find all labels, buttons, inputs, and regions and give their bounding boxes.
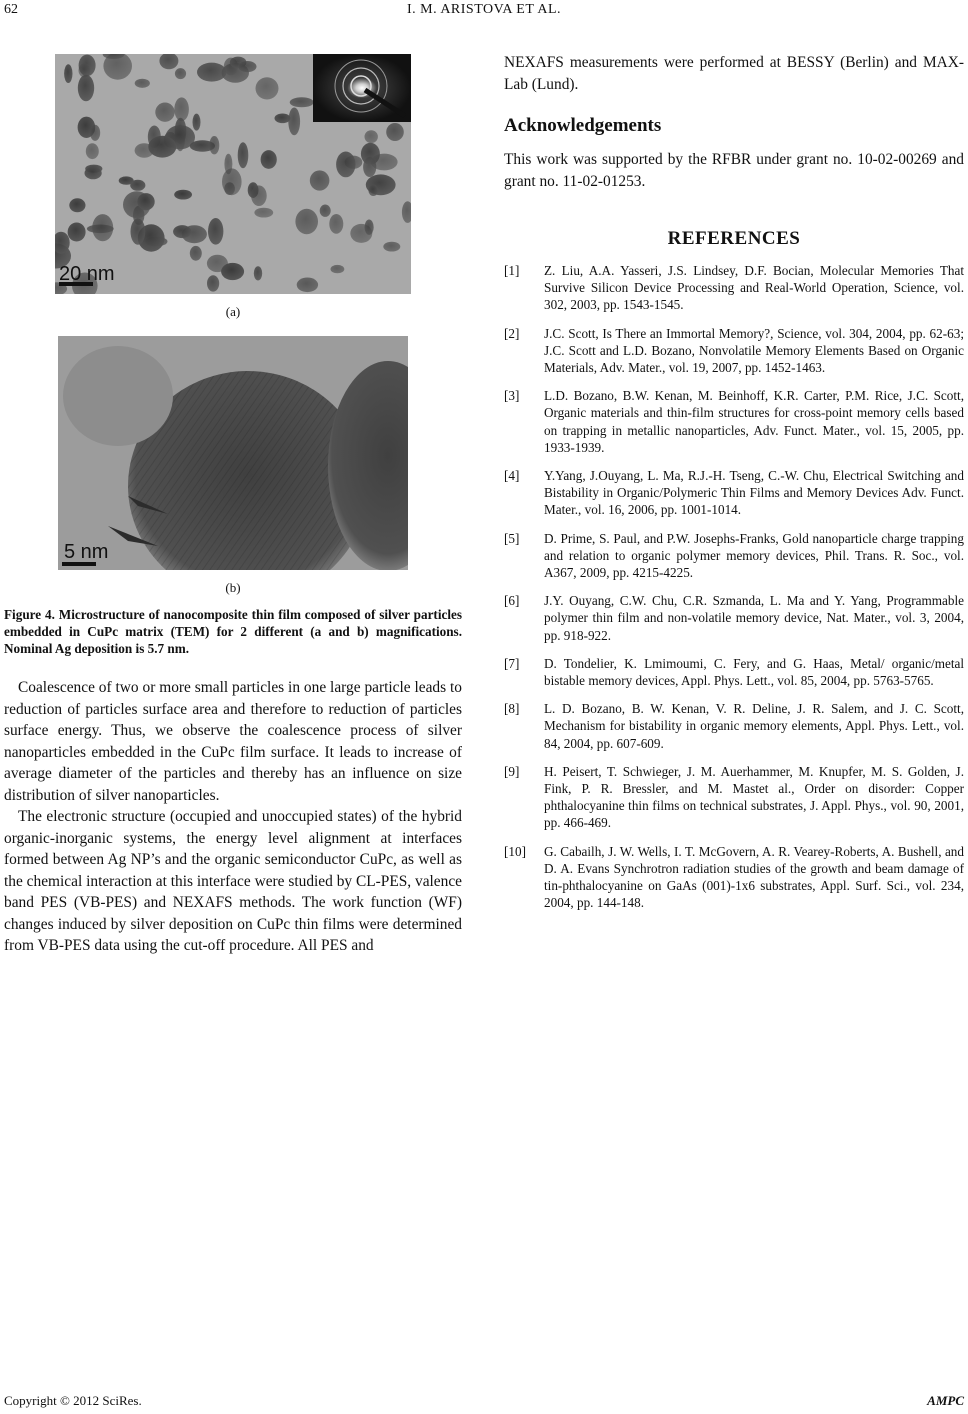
nanoparticle (275, 114, 291, 124)
reference-text: Y.Yang, J.Ouyang, L. Ma, R.J.-H. Tseng, C.-W. Chu, Electrical Switching and Bistability in Organic/Polymeric Thin Films and Memory Devices Adv. Funct. Mater., vol. 16, 2006, pp. 1001-1014. (544, 468, 964, 518)
reference-item (504, 325, 964, 377)
nanoparticle (368, 185, 378, 196)
reference-number: [4] (504, 468, 520, 484)
nanoparticle (135, 79, 150, 88)
reference-number: [8] (504, 701, 520, 717)
tem-image-a (55, 54, 411, 294)
figure-label-a: (a) (225, 304, 241, 319)
reference-number: [3] (504, 388, 520, 404)
nanoparticle (193, 114, 201, 131)
nanoparticle (68, 223, 86, 242)
nanoparticle (175, 68, 186, 79)
reference-item (504, 262, 964, 314)
nanoparticle (208, 218, 223, 245)
nanoparticle (69, 198, 85, 212)
nanoparticle (85, 167, 102, 179)
nanoparticle (174, 97, 189, 121)
reference-item (504, 700, 964, 752)
reference-text: L.D. Bozano, B.W. Kenan, M. Beinhoff, K.R. Carter, P.M. Rice, J.C. Scott, Organic materials and thin-film structures for cross-point memory cells based on trapping in metallic nanoparticles, Adv. Funct. Mater., vol. 15, 2005, pp. 1933-1939. (544, 388, 964, 455)
right-column (504, 52, 964, 923)
nanoparticle (383, 242, 400, 252)
nanoparticle (329, 214, 343, 234)
tem-image-b (58, 336, 408, 570)
reference-number: [6] (504, 593, 520, 609)
nanoparticle (254, 208, 273, 218)
nanoparticle (137, 193, 154, 210)
page-number: 62 (4, 2, 18, 17)
reference-item (504, 530, 964, 582)
nanoparticle (86, 143, 99, 159)
references-heading: REFERENCES (667, 228, 801, 249)
reference-number: [2] (504, 325, 520, 341)
nanoparticle (290, 97, 314, 107)
reference-text: D. Tondelier, K. Lmimoumi, C. Fery, and G. Haas, Metal/ organic/metal bistable memory devices, Appl. Phys. Lett., vol. 85, 2004, pp. 5763-5765. (544, 655, 964, 689)
reference-list (504, 262, 964, 912)
nanoparticle (148, 136, 176, 158)
nanoparticle (365, 220, 374, 235)
nanoparticle (78, 75, 94, 101)
tem-micrograph-a (55, 54, 411, 294)
copyright-notice: Copyright © 2012 SciRes. (4, 1393, 142, 1408)
nanoparticle (174, 190, 192, 200)
nanoparticle (256, 77, 279, 99)
page-footer (4, 1393, 964, 1411)
nanoparticle (238, 142, 249, 168)
nanoparticle (297, 278, 318, 293)
nanoparticle (251, 185, 267, 206)
reference-number: [10] (504, 843, 526, 859)
page-header (0, 0, 968, 24)
acknowledgements-heading: Acknowledgements (504, 115, 662, 136)
reference-item (504, 592, 964, 644)
reference-item (504, 387, 964, 456)
nanoparticle (119, 176, 134, 184)
reference-text: H. Peisert, T. Schwieger, J. M. Auerhammer, M. Knupfer, M. S. Golden, J. Fink, P. R. Bressler, and M. Mastet al., Order on disorder: Copper phthalocyanine thin films on technical substrates, J. Appl. Phys., vol. 90, 2001, pp. 466-469. (544, 763, 964, 831)
nanoparticle (386, 123, 404, 141)
nanoparticle (209, 136, 219, 154)
body-paragraph: The electronic structure (occupied and unoccupied states) of the hybrid organic-inorganic systems, the energy level alignment at interfaces formed between Ag NP’s and the organic semiconductor CuPc, as well as the chemical interaction at this interface were studied by CL-PES, valence band PES (VB-PES) and NEXAFS methods. The work function (WF) changes induced by silver deposition on CuPc thin films were determined from VB-PES data using the cut-off procedure. All PES and (4, 808, 462, 954)
body-paragraph-continued: NEXAFS measurements were performed at BESSY (Berlin) and MAX-Lab (Lund). (504, 54, 964, 93)
nanoparticle (261, 150, 277, 169)
nanoparticle (173, 225, 191, 238)
reference-text: J.C. Scott, Is There an Immortal Memory?, Science, vol. 304, 2004, pp. 62-63; J.C. Scott and L.D. Bozano, Nonvolatile Memory Elements Based on Organic Materials, Adv. Mater., vol. 19, 2007, pp. 1452-1463. (544, 325, 964, 376)
nanoparticle (254, 266, 262, 280)
running-head: I. M. ARISTOVA ET AL. (406, 2, 562, 17)
nanoparticle (331, 265, 345, 273)
reference-text: Z. Liu, A.A. Yasseri, J.S. Lindsey, D.F. Bocian, Molecular Memories That Survive Silicon Device Processing and Real-World Operation, Science, vol. 302, 2003, pp. 1543-1545. (544, 263, 964, 313)
nanoparticle (207, 275, 219, 291)
reference-number: [9] (504, 763, 520, 779)
nanoparticle (336, 152, 355, 178)
nanoparticle (190, 246, 202, 261)
nanoparticle (221, 263, 244, 280)
journal-abbreviation: AMPC (927, 1393, 964, 1408)
figure-caption: Figure 4. Microstructure of nanocomposite thin film composed of silver particles embedded in CuPc matrix (TEM) for 2 different (a and b) magnifications. Nominal Ag deposition is 5.7 nm. (4, 607, 462, 656)
nanoparticle (295, 209, 318, 234)
reference-text: J.Y. Ouyang, C.W. Chu, C.R. Szmanda, L. Ma and Y. Yang, Programmable polymer thin film and non-volatile memory device, Nat. Mater., vol. 3, 2004, pp. 918-922. (544, 593, 964, 643)
reference-item (504, 467, 964, 519)
nanoparticle (222, 168, 242, 195)
diffraction-inset (313, 54, 411, 122)
figure-label-b: (b) (225, 580, 241, 595)
nanoparticle (288, 108, 300, 136)
reference-item (504, 763, 964, 832)
nanoparticle (155, 103, 174, 122)
reference-number: [1] (504, 263, 520, 278)
scale-label-b: 5 nm (64, 541, 109, 563)
body-paragraph: Coalescence of two or more small particles in one large particle leads to reduction of particles surface area and therefore to reduction of particles surface energy. Thus, we observe the coalescence process of silver nanoparticles embedded in the CuPc film surface. It leads to increase of average diameter of the particles and thereby has an influence on size distribution of silver nanoparticles. (4, 679, 462, 804)
nanoparticle (310, 170, 330, 190)
nanoparticle (238, 61, 256, 72)
tem-micrograph-b (58, 336, 408, 570)
acknowledgements-text: This work was supported by the RFBR under grant no. 10-02-00269 and grant no. 11-02-01253. (504, 151, 964, 190)
scale-label-a: 20 nm (59, 263, 115, 285)
reference-text: D. Prime, S. Paul, and P.W. Josephs-Franks, Gold nanoparticle charge trapping and relation to organic polymer memory devices, Phil. Trans. R. Soc., vol. A367, 2009, pp. 4215-4225. (544, 530, 964, 581)
reference-item (504, 655, 964, 689)
reference-number: [7] (504, 655, 520, 671)
nanoparticle (131, 219, 146, 245)
reference-text: L. D. Bozano, B. W. Kenan, V. R. Deline, J. R. Salem, and J. C. Scott, Mechanism for bistability in organic memory elements, Appl. Phys. Lett., vol. 84, 2004, pp. 607-609. (544, 701, 964, 751)
reference-text: G. Cabailh, J. W. Wells, I. T. McGovern, A. R. Vearey-Roberts, A. Bushell, and D. A. Evans Synchrotron radiation studies of the growth and beam damage of tin-phthalocyanine on GaAs (001)-1x6 substrates, Appl. Surf. Sci., vol. 234, 2004, pp. 144-148. (544, 843, 964, 911)
reference-item (504, 843, 964, 912)
nanoparticle (365, 130, 378, 143)
left-column (4, 52, 462, 957)
nanoparticle (92, 214, 113, 241)
nanoparticle (64, 64, 72, 83)
reference-number: [5] (504, 530, 520, 546)
nanoparticle (197, 63, 226, 82)
nanoparticle (371, 154, 398, 171)
nanoparticle (320, 205, 331, 217)
nanoparticle (90, 125, 100, 141)
